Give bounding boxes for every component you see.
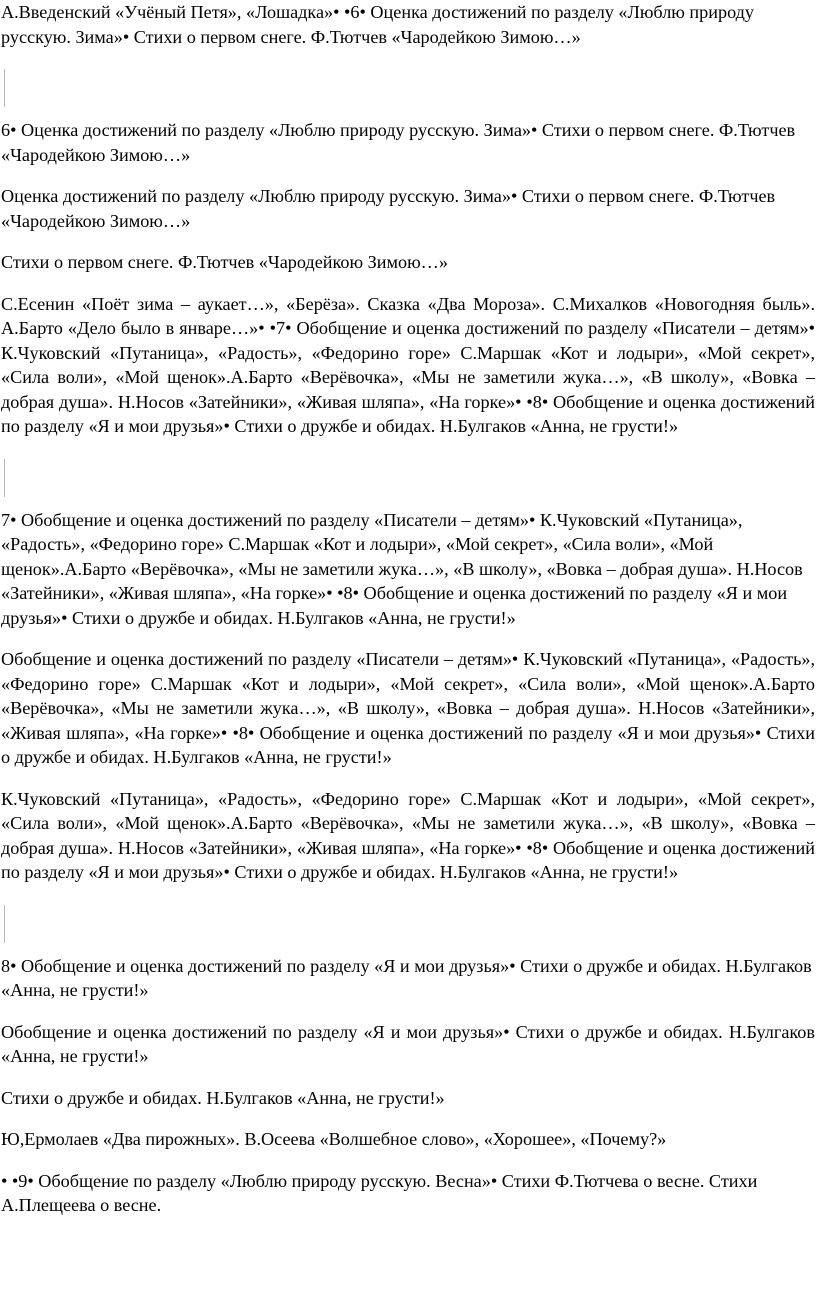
document-body [1, 0, 815, 1218]
paragraph-11: Стихи о дружбе и обидах. Н.Булгаков «Анна, не грусти!» [1, 1087, 445, 1108]
paragraph-8: К.Чуковский «Путаница», «Радость», «Федорино горе» С.Маршак «Кот и лодыри», «Мой секрет», «Сила воли», «Мой щенок».А.Барто «Верёвочка», «Мы не заметили жука…», «В школу», «Вовка – добрая душа». Н.Носов «Затейники», «Живая шляпа», «На горке»• •8• Обобщение и оценка достижений по разделу «Я и мои друзья»• Стихи о дружбе и обидах. Н.Булгаков «Анна, не грусти!» [1, 788, 815, 882]
paragraph-9: 8• Обобщение и оценка достижений по разделу «Я и мои друзья»• Стихи о дружбе и обидах. Н.Булгаков «Анна, не грусти!» [1, 955, 812, 1000]
paragraph-12: Ю,Ермолаев «Два пирожных». В.Осеева «Волшебное слово», «Хорошее», «Почему?» [1, 1129, 667, 1149]
section-marker [4, 459, 5, 497]
paragraph-3: Оценка достижений по разделу «Люблю природу русскую. Зима»• Стихи о первом снеге. Ф.Тютчев «Чародейкою Зимою…» [1, 186, 776, 231]
paragraph-2: 6• Оценка достижений по разделу «Люблю природу русскую. Зима»• Стихи о первом снеге. Ф.Тютчев «Чародейкою Зимою…» [1, 120, 796, 165]
paragraph-10: Обобщение и оценка достижений по разделу «Я и мои друзья»• Стихи о дружбе и обидах. Н.Булгаков «Анна, не грусти!» [1, 1021, 815, 1066]
paragraph-7: Обобщение и оценка достижений по разделу «Писатели – детям»• К.Чуковский «Путаница», «Радость», «Федорино горе» С.Маршак «Кот и лодыри», «Мой секрет», «Сила воли», «Мой щенок».А.Барто «Верёвочка», «Мы не заметили жука…», «В школу», «Вовка – добрая душа». Н.Носов «Затейники», «Живая шляпа», «На горке»• •8• Обобщение и оценка достижений по разделу «Я и мои друзья»• Стихи о дружбе и обидах. Н.Булгаков «Анна, не грусти!» [1, 649, 815, 767]
paragraph-4: Стихи о первом снеге. Ф.Тютчев «Чародейкою Зимою…» [1, 252, 448, 272]
paragraph-13: • •9• Обобщение по разделу «Люблю природу русскую. Весна»• Стихи Ф.Тютчева о весне. Стихи А.Плещеева о весне. [1, 1170, 758, 1215]
paragraph-6: 7• Обобщение и оценка достижений по разделу «Писатели – детям»• К.Чуковский «Путаница», «Радость», «Федорино горе» С.Маршак «Кот и лодыри», «Мой секрет», «Сила воли», «Мой щенок».А.Барто «Верёвочка», «Мы не заметили жука…», «В школу», «Вовка – добрая душа». Н.Носов «Затейники», «Живая шляпа», «На горке»• •8• Обобщение и оценка достижений по разделу «Я и мои друзья»• Стихи о дружбе и обидах. Н.Булгаков «Анна, не грусти!» [1, 509, 803, 628]
paragraph-1: А.Введенский «Учёный Петя», «Лошадка»• •6• Оценка достижений по разделу «Люблю природу русскую. Зима»• Стихи о первом снеге. Ф.Тютчев «Чародейкою Зимою…» [1, 2, 755, 47]
section-marker [4, 69, 5, 107]
paragraph-5: С.Есенин «Поёт зима – аукает…», «Берёза». Сказка «Два Мороза». С.Михалков «Новогодняя быль». А.Барто «Дело было в январе…»• •7• Обобщение и оценка достижений по разделу «Писатели – детям»• К.Чуковский «Путаница», «Радость», «Федорино горе» С.Маршак «Кот и лодыри», «Мой секрет», «Сила воли», «Мой щенок».А.Барто «Верёвочка», «Мы не заметили жука…», «В школу», «Вовка – добрая душа». Н.Носов «Затейники», «Живая шляпа», «На горке»• •8• Обобщение и оценка достижений по разделу «Я и мои друзья»• Стихи о дружбе и обидах. Н.Булгаков «Анна, не грусти!» [1, 293, 815, 436]
section-marker [4, 905, 5, 943]
